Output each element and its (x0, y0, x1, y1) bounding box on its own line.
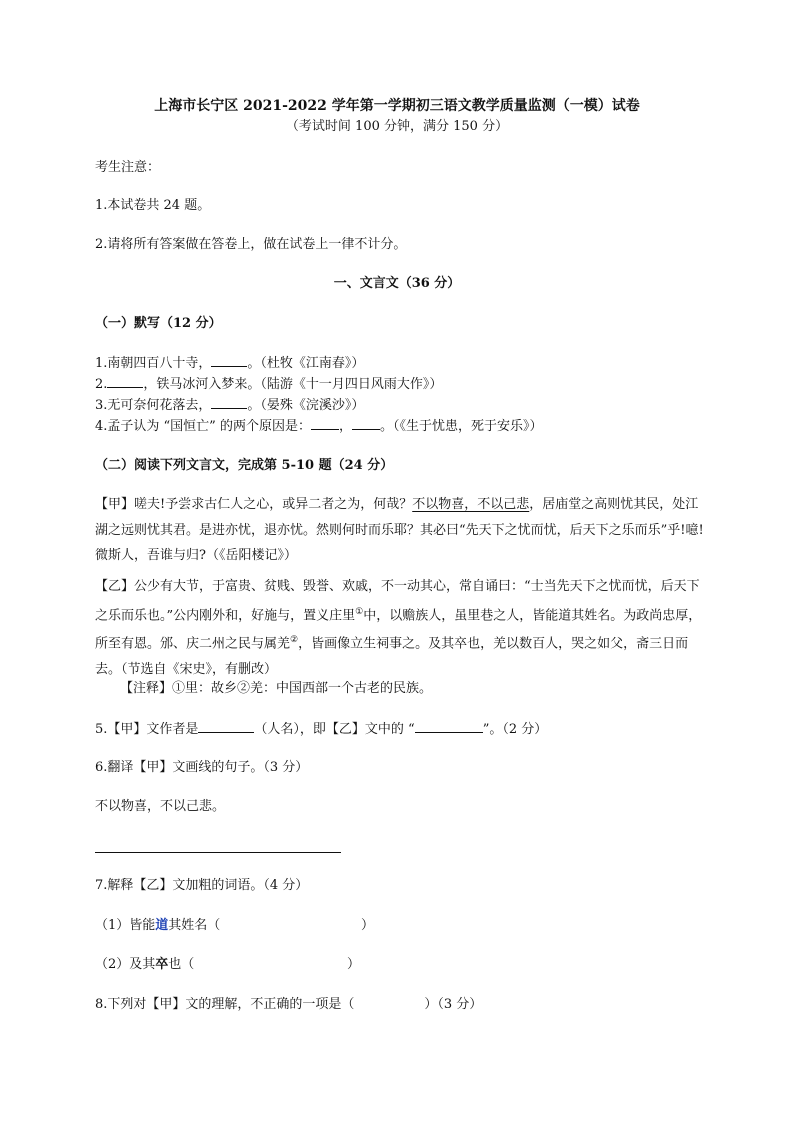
answer-blank (211, 352, 247, 367)
answer-blank (198, 718, 254, 733)
question-6-sentence: 不以物喜，不以己悲。 (95, 799, 226, 814)
part2-heading: （二）阅读下列文言文，完成第 5-10 题（24 分） (95, 458, 394, 473)
exam-subtitle: （考试时间 100 分钟，满分 150 分） (285, 119, 509, 134)
passage-jia: 【甲】嗟夫!予尝求古仁人之心，或异二者之为，何哉？不以物喜，不以己悲，居庙堂之高则忧其民，处江湖之远则忧其君。是进亦忧，退亦忧。然则何时而乐耶？其必曰“先天下之忧而忧，后天下之乐而乐”乎!噫!微斯人，吾谁与归?（《岳阳楼记》） (95, 497, 704, 563)
notice-item-1: 1.本试卷共 24 题。 (95, 198, 211, 213)
notice-item-2: 2.请将所有答案做在答卷上，做在试卷上一律不计分。 (95, 237, 407, 252)
passage-yi: 【乙】公少有大节，于富贵、贫贱、毁誉、欢戚，不一动其心，常自诵曰：“士当先天下之忧而忧，后天下之乐而乐也。”公内刚外和，好施与，置义庄里①中，以赡族人，虽里巷之人，皆能道其姓名。为政尚忠厚，所至有恩。邠、庆二州之民与属羌②，皆画像立生祠事之。及其卒也，羌以数百人，哭之如父，斋三日而去。（节选自《宋史》，有删改） (95, 579, 702, 678)
answer-line (95, 852, 341, 853)
answer-blank (352, 415, 380, 430)
bold-word: 卒 (155, 957, 169, 972)
bold-word: 道 (155, 918, 169, 933)
answer-blank (415, 718, 483, 733)
question-2: 2. ，铁马冰河入梦来。（陆游《十一月四日风雨大作》） (95, 373, 442, 395)
exam-title: 上海市长宁区 2021-2022 学年第一学期初三语文教学质量监测（一模）试卷 (154, 98, 640, 114)
question-6: 6.翻译【甲】文画线的句子。（3 分） (95, 760, 309, 775)
underlined-sentence: 不以物喜，不以己悲 (412, 497, 530, 512)
question-8: 8.下列对【甲】文的理解，不正确的一项是（ ）（3 分） (95, 997, 483, 1012)
notice-heading: 考生注意： (95, 160, 161, 175)
answer-blank (211, 394, 247, 409)
section-heading: 一、文言文（36 分） (333, 276, 461, 291)
part1-heading: （一）默写（12 分） (95, 316, 222, 331)
question-5: 5.【甲】文作者是 （人名），即【乙】文中的 “ ”。（2 分） (95, 718, 547, 740)
question-7-item-1: （1）皆能道其姓名（ ） (95, 918, 375, 933)
annotation-note: 【注释】①里：故乡②羌：中国西部一个古老的民族。 (120, 681, 433, 696)
question-3: 3.无可奈何花落去， 。（晏殊《浣溪沙》） (95, 394, 364, 416)
question-7: 7.解释【乙】文加粗的词语。（4 分） (95, 878, 309, 893)
footnote-marker: ② (290, 635, 299, 646)
question-7-item-2: （2）及其卒也（ ） (95, 957, 361, 972)
answer-blank (107, 373, 143, 388)
footnote-marker: ① (355, 606, 364, 617)
answer-blank (311, 415, 339, 430)
question-4: 4.孟子认为 “国恒亡” 的两个原因是： ， 。（《生于忧患，死于安乐》） (95, 415, 543, 437)
question-1: 1.南朝四百八十寺， 。（杜牧《江南春》） (95, 352, 364, 374)
